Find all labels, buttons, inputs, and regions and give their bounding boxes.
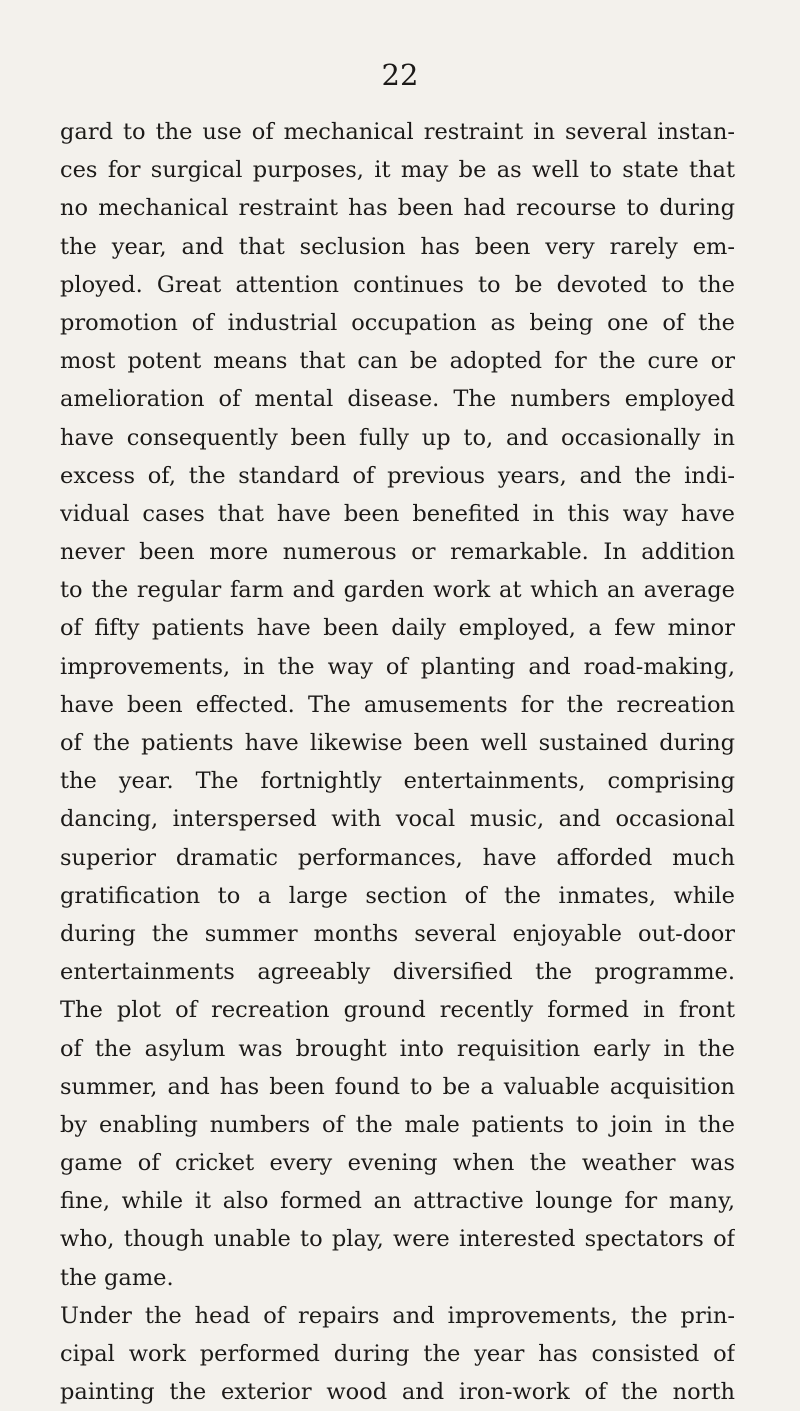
text-line: amelioration of mental disease. The numbers employed — [60, 386, 735, 413]
text-line: the year, and that seclusion has been very rarely em- — [60, 233, 735, 260]
text-line: the year. The fortnightly entertainments, comprising — [60, 768, 735, 795]
text-line: to the regular farm and garden work at which an average — [60, 577, 735, 604]
text-line: improvements, in the way of planting and road-making, — [60, 653, 735, 680]
text-line: superior dramatic performances, have afforded much — [60, 844, 735, 871]
text-line: gard to the use of mechanical restraint in several instan- — [60, 119, 735, 145]
text-line: entertainments agreeably diversified the programme. — [60, 959, 735, 986]
text-line: gratification to a large section of the inmates, while — [60, 882, 735, 909]
text-line: fine, while it also formed an attractive lounge for many, — [60, 1188, 735, 1215]
text-line: of the patients have likewise been well sustained during — [60, 730, 735, 756]
text-line: dancing, interspersed with vocal music, and occasional — [60, 806, 735, 833]
text-line: promotion of industrial occupation as being one of the — [60, 309, 735, 336]
text-line: the game. — [60, 1264, 174, 1291]
text-line: cipal work performed during the year has consisted of — [60, 1341, 735, 1367]
text-line: have been effected. The amusements for the recreation — [60, 691, 735, 718]
text-line: The plot of recreation ground recently formed in front — [60, 997, 735, 1024]
text-line: Under the head of repairs and improvements, the prin- — [60, 1302, 735, 1329]
text-line: of the asylum was brought into requisition early in the — [60, 1035, 735, 1062]
text-line: no mechanical restraint has been had recourse to during — [60, 195, 735, 222]
text-line: who, though unable to play, were interested spectators of — [60, 1226, 735, 1253]
text-line: vidual cases that have been benefited in this way have — [60, 500, 735, 527]
text-line: during the summer months several enjoyable out-door — [60, 920, 735, 947]
text-line: ces for surgical purposes, it may be as well to state that — [60, 157, 735, 184]
page-number: 22 — [381, 58, 419, 92]
text-line: most potent means that can be adopted for the cure or — [60, 348, 735, 375]
text-line: have consequently been fully up to, and occasionally in — [60, 424, 735, 451]
text-line: of fifty patients have been daily employed, a few minor — [60, 615, 735, 642]
text-line: excess of, the standard of previous years, and the indi- — [60, 462, 735, 489]
body-text — [60, 113, 735, 1411]
text-line: ployed. Great attention continues to be devoted to the — [60, 271, 735, 298]
text-line: by enabling numbers of the male patients to join in the — [60, 1111, 735, 1138]
text-line: game of cricket every evening when the weather was — [60, 1150, 735, 1177]
text-line: never been more numerous or remarkable. In addition — [60, 539, 735, 566]
text-line: painting the exterior wood and iron-work of the north — [60, 1379, 735, 1406]
text-line: summer, and has been found to be a valuable acquisition — [60, 1073, 735, 1100]
